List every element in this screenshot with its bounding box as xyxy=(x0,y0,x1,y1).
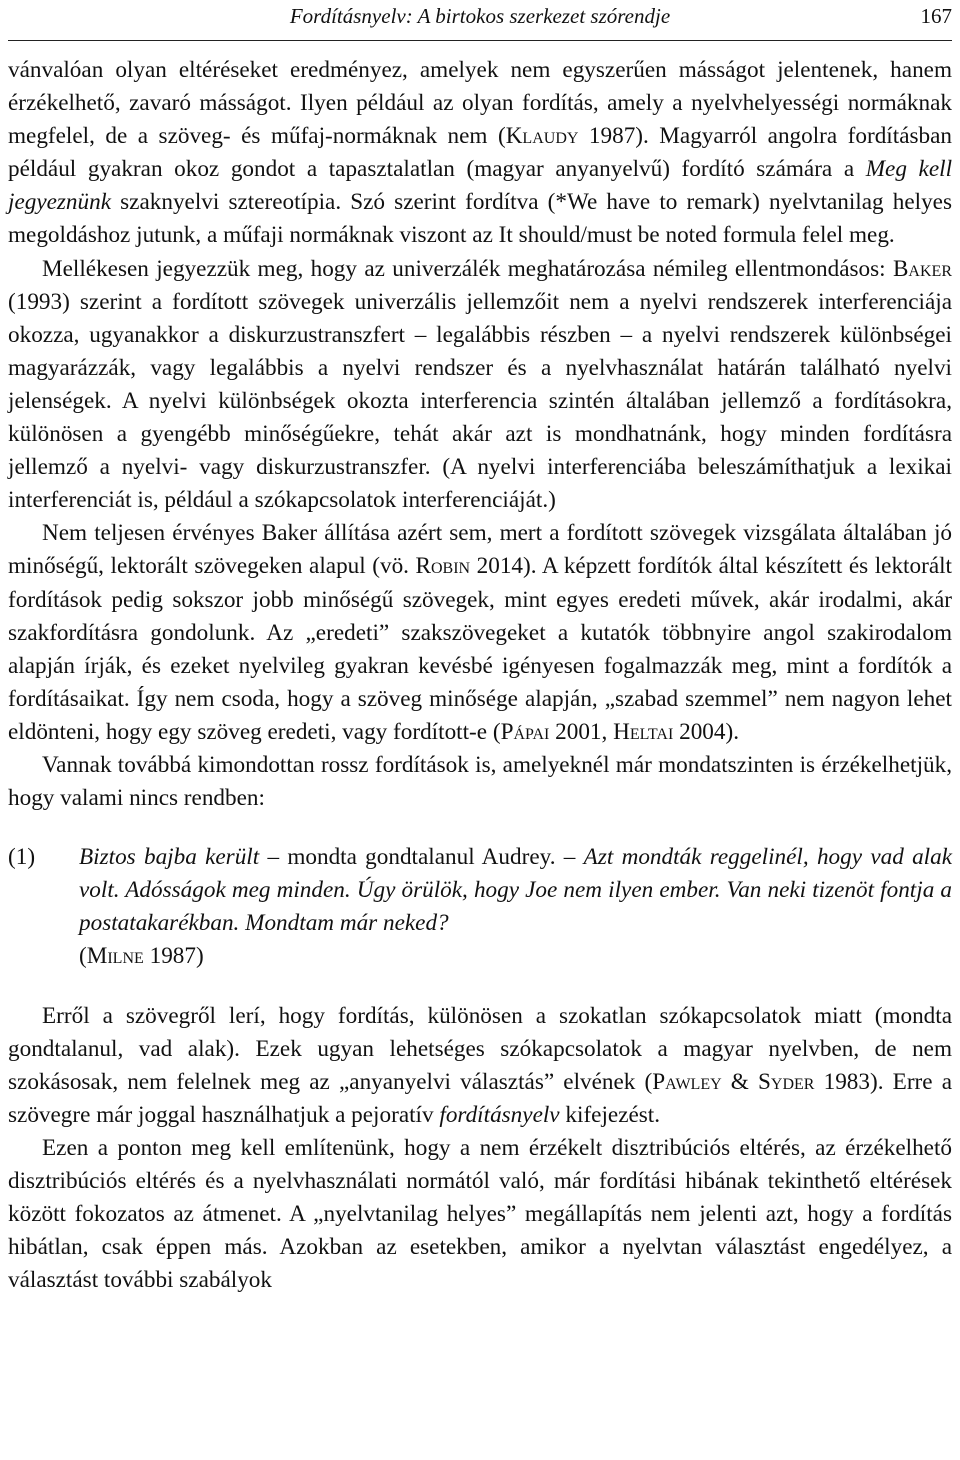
example-number: (1) xyxy=(8,844,36,871)
text-run: (1993) szerint a fordított szövegek univerzális jellemzőit nem a nyelvi rendszerek interferenciája okozza, ugyanakkor a diskurzustranszfert – legalábbis részben – a nyelvi rendszerek különbségei magyarázzák, vagy legalábbis a nyelvi rendszer és a nyelvhasználat határán található nyelvi jelenségek. A nyelvi különbségek okozta interferencia szintén általában jellemző a fordításokra, különösen a gyengébb minőségűekre, tehát akár azt is mondhatnánk, hogy minden fordításra jellemző a nyelvi- vagy diskurzustranszfer. (A nyelvi interferenciába beleszámíthatjuk a lexikai interferenciát is, például a szókapcsolatok interferenciáját.) xyxy=(8,288,952,514)
text-run: kifejezést. xyxy=(559,1101,661,1128)
paragraph-5 xyxy=(8,1000,952,1132)
example-quote xyxy=(79,841,952,940)
text-run: 2014). A képzett fordítók által készített és lektorált fordítások pedig sokszor jobb minőségű szövegek, mint egyes eredeti művek, akár irodalmi, akár szakfordításra gondolunk. Az „eredeti” szakszövegeket a kutatók többnyire angol szakirodalom alapján írják, és ezeket nyelvileg gyakran kevésbé igényesen fogalmazzák meg, mint a fordítók a fordításaikat. Így nem csoda, hogy a szöveg minősége alapján, „szabad szemmel” nem nagyon lehet eldönteni, hogy egy szöveg eredeti, vagy fordított-e ( xyxy=(8,553,952,745)
paragraph-4 xyxy=(8,749,952,815)
text-run: Erről a szövegről lerí, hogy fordítás, különösen a szokatlan szókapcsolatok miatt (mondta gondtalanul, vad alak). Ezek ugyan lehetséges szókapcsolatok a magyar nyelvben, de nem szokásosak, nem felelnek meg az „anyanyelvi választás” elvének ( xyxy=(8,1002,952,1095)
italic-phrase: Meg kell jegyeznünk xyxy=(8,156,953,216)
citation-author: Heltai xyxy=(613,718,674,745)
running-header xyxy=(8,0,952,41)
document-body xyxy=(8,54,952,1297)
example-block xyxy=(8,841,952,973)
text-run: szaknyelvi sztereotípia. Szó szerint fordítva (*We have to remark) nyelvtanilag helyes megoldáshoz jutunk, a műfaji normáknak viszont az It should/must be noted formula felel meg. xyxy=(8,189,952,249)
citation-author: Pawley & Syder xyxy=(652,1068,815,1095)
text-run: ( xyxy=(79,943,87,970)
text-run: Vannak továbbá kimondottan rossz fordítások is, amelyeknél már mondatszinten is érzékelhetjük, hogy valami nincs rendben: xyxy=(8,751,952,812)
page-number: 167 xyxy=(920,4,952,28)
text-run: 1987). Magyarról angolra fordításban például gyakran okoz gondot a tapasztalatlan (magyar anyanyelvű) fordító számára a xyxy=(8,123,952,183)
example-text xyxy=(79,841,952,973)
paragraph-1 xyxy=(8,54,952,253)
paragraph-6 xyxy=(8,1132,952,1297)
text-run: 2004). xyxy=(673,718,740,745)
header-title: Fordításnyelv: A birtokos szerkezet szórendje xyxy=(289,4,671,28)
text-run: 1983). Erre a szövegre már joggal használhatjuk a pejoratív xyxy=(8,1068,952,1128)
italic-phrase: Biztos bajba került xyxy=(79,844,260,871)
example-source xyxy=(79,940,952,973)
citation-author: Klaudy xyxy=(505,123,579,150)
text-run: Ezen a ponton meg kell említenünk, hogy a nem érzékelt disztribúciós eltérés, az érzékelhető disztribúciós eltérés és a nyelvhasználati normától való, már fordítási hibának tekinthető eltérések között fokozatos az átmenet. A „nyelvtanilag helyes” megállapítás nem jelenti azt, hogy a fordítás hibátlan, csak éppen más. Azokban az esetekben, amikor a nyelvtan választást engedélyez, a választást további szabályok xyxy=(8,1134,952,1294)
citation-author: Pápai xyxy=(500,718,550,745)
italic-phrase: Azt mondták reggelinél, hogy vad alak volt. Adósságok meg minden. Úgy örülök, hogy Joe nem ilyen ember. Van neki tizenöt fontja a postatakarékban. Mondtam már neked? xyxy=(79,844,953,937)
text-run: 2001, xyxy=(549,718,614,745)
citation-author: Milne xyxy=(86,943,144,970)
document-page xyxy=(8,0,953,1294)
paragraph-3 xyxy=(8,517,952,749)
text-run: Nem teljesen érvényes Baker állítása azért sem, mert a fordított szövegek vizsgálata általában jó minőségű, lektorált szövegeken alapul (vö. xyxy=(8,520,952,580)
citation-author: Robin xyxy=(415,553,471,580)
italic-term: fordításnyelv xyxy=(439,1101,560,1128)
text-run: Mellékesen jegyezzük meg, hogy az univerzálék meghatározása némileg ellentmondásos: xyxy=(42,255,893,282)
text-run: – mondta gondtalanul Audrey. – xyxy=(259,844,584,871)
text-run: 1987) xyxy=(143,943,204,970)
citation-author: Baker xyxy=(892,255,952,282)
text-run: vánvalóan olyan eltéréseket eredményez, amelyek nem egyszerűen másságot jelentenek, hanem érzékelhető, zavaró másságot. Ilyen például az olyan fordítás, amely a nyelvhelyességi normáknak megfelel, de a szöveg- és műfaj-normáknak nem ( xyxy=(8,57,952,150)
paragraph-2 xyxy=(8,253,952,518)
